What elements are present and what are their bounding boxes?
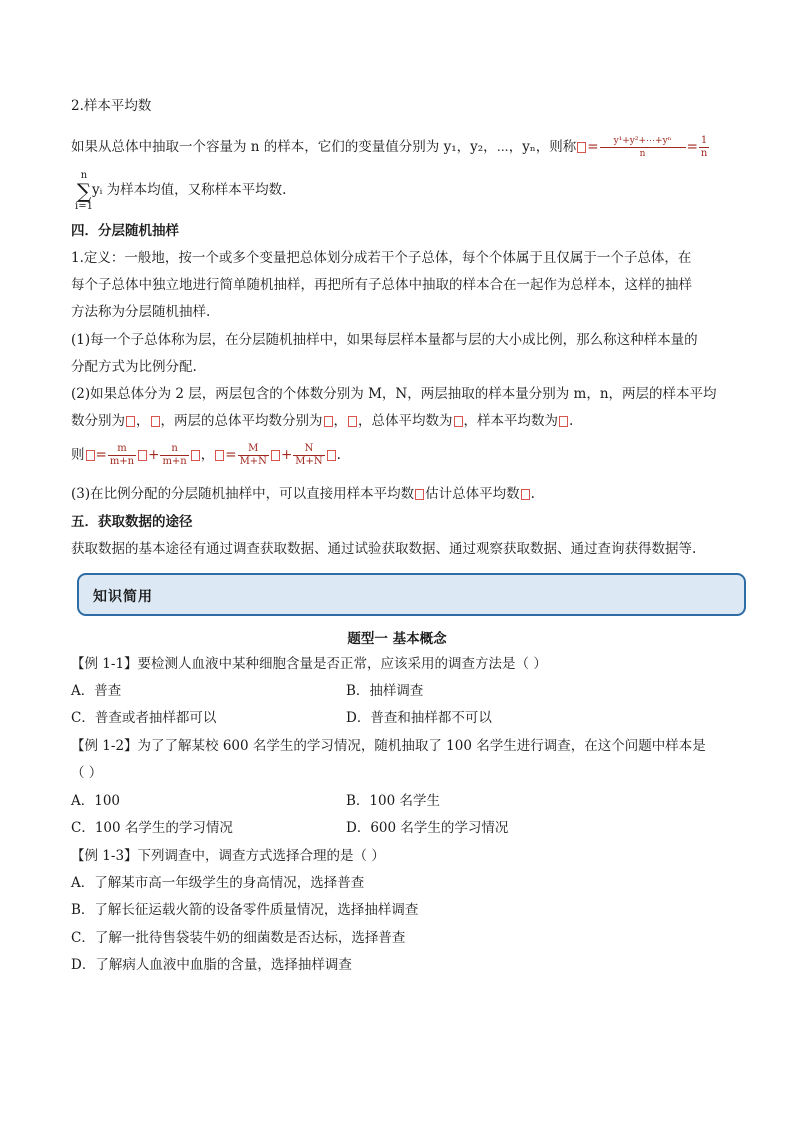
example-1-1-option-b: B．抽样调查 [346,683,424,699]
fraction-denominator: m+n [109,456,135,467]
text-part: ， [136,413,150,429]
example-1-1-option-a: A．普查 [71,683,122,699]
fraction-n-over-m-plus-n [160,443,188,468]
example-1-2-option-a: A．100 [71,793,121,809]
wbar-placeholder-icon [559,416,568,427]
sigma-lower-limit: i=1 [75,201,93,212]
example-1-1-option-d: D．普查和抽样都不可以 [346,710,492,726]
Wbar-placeholder-icon [454,416,463,427]
plus-sign: + [280,447,293,463]
text-part: ，样本平均数为 [463,413,558,429]
weighted-formula [71,443,341,468]
section-5-heading: 五．获取数据的途径 [71,514,193,530]
ybar-placeholder-icon [191,450,200,461]
example-1-2-stem: 【例 1-2】为了了解某校 600 名学生的学习情况，随机抽取了 100 名学生进行调查，在这个问题中样本是 [71,738,706,754]
item-1-line-2: 分配方式为比例分配. [71,359,197,375]
text-part: ， [333,413,347,429]
definition-line-2: 每个子总体中独立地进行简单随机抽样，再把所有子总体中抽取的样本合在一起作为总样本，这样的抽样 [71,277,692,293]
definition-line-1: 1.定义：一般地，按一个或多个变量把总体划分成若干个子总体，每个个体属于且仅属于一个子总体，在 [71,250,692,266]
example-1-3-option-d: D．了解病人血液中血脂的含量，选择抽样调查 [71,957,352,973]
knowledge-application-banner [77,573,746,616]
wbar-placeholder-icon [86,450,95,461]
text-part: 数分别为 [71,413,125,429]
equals-sign-2: = [686,139,698,155]
Xbar-placeholder-icon [324,416,333,427]
text-part: (3)在比例分配的分层随机抽样中，可以直接用样本平均数 [71,486,415,502]
formula-end: . [336,447,341,463]
example-1-2-option-b: B．100 名学生 [346,793,440,809]
fraction-denominator: n [700,148,708,159]
definition-line-3: 方法称为分层随机抽样. [71,304,211,320]
sample-mean-conclusion: yᵢ 为样本均值，又称样本平均数. [92,182,287,198]
example-1-3-option-c: C．了解一批待售袋装牛奶的细菌数是否达标，选择普查 [71,930,406,946]
fraction-numerator: 1 [700,135,708,146]
fraction-numerator: M [248,443,259,454]
equals-sign: = [587,139,599,155]
item-3 [71,485,535,503]
example-1-1-stem: 【例 1-1】要检测人血液中某种细胞含量是否正常，应该采用的调查方法是（ ） [71,656,547,672]
sample-mean-definition [71,135,710,160]
ybar-placeholder-icon [151,416,160,427]
text-part: . [530,486,535,502]
plus-sign: + [148,447,160,463]
fraction-numerator: y¹+y²+⋯+yⁿ [613,136,672,146]
example-1-3-option-a: A．了解某市高一年级学生的身高情况，选择普查 [71,875,365,891]
fraction-denominator: M+N [239,456,267,467]
topic-title: 题型一 基本概念 [347,631,447,647]
Wbar-placeholder-icon [215,450,224,461]
example-1-3-stem: 【例 1-3】下列调查中，调查方式选择合理的是（ ） [71,848,385,864]
fraction-numerator: n [171,443,178,454]
sample-mean-fraction [600,135,686,160]
sigma-upper-limit: n [80,170,88,181]
example-1-1-option-c: C．普查或者抽样都可以 [71,710,217,726]
text-part: ，两层的总体平均数分别为 [160,413,323,429]
equals-sign: = [225,447,237,463]
fraction-N-over-M-plus-N [293,443,324,468]
separator: ， [200,447,215,463]
one-over-n-fraction [699,135,709,160]
fraction-denominator: n [639,149,646,159]
equals-sign: = [95,447,107,463]
text-part: 估计总体平均数 [425,486,520,502]
text-part: ，总体平均数为 [358,413,453,429]
banner-title: 知识简用 [93,589,153,605]
Ybar-placeholder-icon [348,416,357,427]
section-4-heading: 四．分层随机抽样 [71,223,179,239]
sample-mean-heading: 2.样本平均数 [71,98,152,114]
fraction-denominator: m+n [162,456,187,467]
section-5-text: 获取数据的基本途径有通过调查获取数据、通过试验获取数据、通过观察获取数据、通过查询获得数据等. [71,541,697,557]
sample-mean-text: 如果从总体中抽取一个容量为 n 的样本，它们的变量值分别为 y₁，y₂，⋯，yₙ，则称 [71,139,577,155]
fraction-denominator: M+N [295,456,323,467]
fraction-numerator: m [117,443,127,454]
text-part: . [569,413,574,429]
Xbar-placeholder-icon [271,450,280,461]
fraction-m-over-m-plus-n [108,443,136,468]
wbar-placeholder-icon [415,489,424,500]
example-1-3-option-b: B．了解长征运载火箭的设备零件质量情况，选择抽样调查 [71,902,419,918]
sigma-icon: ∑ [76,179,92,203]
item-2-line-1: (2)如果总体分为 2 层，两层包含的个体数分别为 M，N，两层抽取的样本量分别为 m，n，两层的样本平均 [71,386,717,402]
example-1-2-option-c: C．100 名学生的学习情况 [71,820,233,836]
item-2-line-2 [71,412,573,430]
xbar-placeholder-icon [126,416,135,427]
xbar-placeholder-icon [138,450,147,461]
Wbar-placeholder-icon [521,489,530,500]
example-1-2-stem-cont: （ ） [71,765,103,781]
item-1-line-1: (1)每一个子总体称为层，在分层随机抽样中，如果每层样本量都与层的大小成比例，那么称这种样本量的 [71,332,698,348]
Ybar-placeholder-icon [327,450,336,461]
formula-prefix: 则 [71,447,85,463]
fraction-M-over-M-plus-N [238,443,269,468]
ybar-placeholder-icon [577,142,586,153]
fraction-numerator: N [304,443,314,454]
example-1-2-option-d: D．600 名学生的学习情况 [346,820,509,836]
